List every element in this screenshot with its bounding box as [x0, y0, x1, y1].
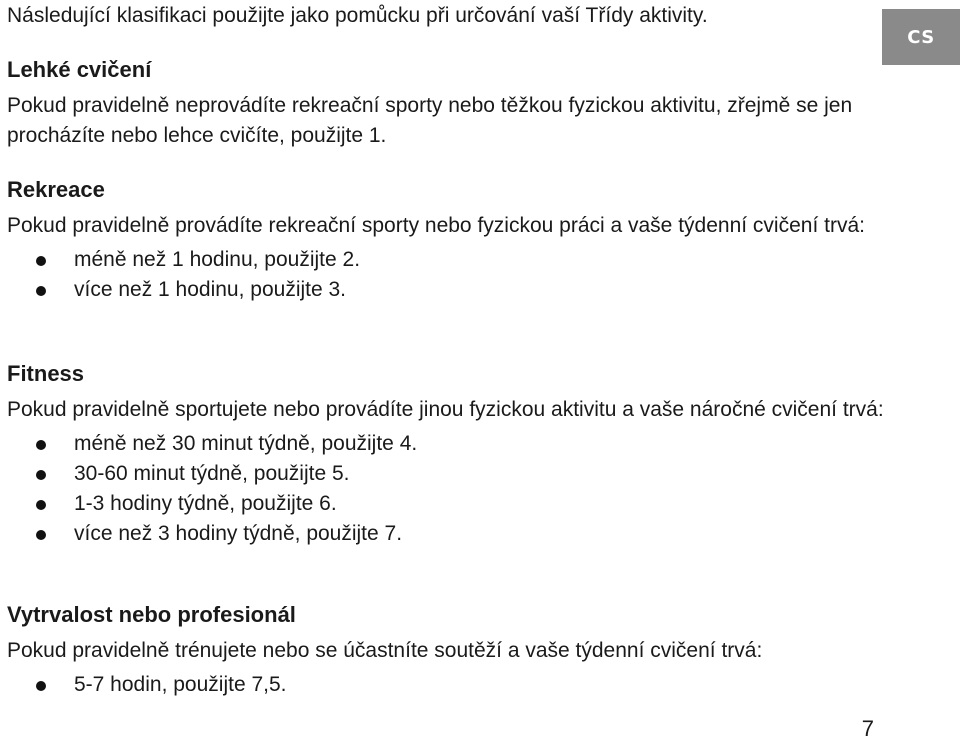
- bullet-list: [7, 245, 907, 305]
- list-item-text: více než 1 hodinu, použijte 3.: [74, 278, 347, 301]
- list-item-text: více než 3 hodiny týdně, použijte 7.: [74, 522, 403, 545]
- section-heading: Fitness: [7, 361, 85, 386]
- section-paragraph: Pokud pravidelně sportujete nebo provádíte jinou fyzickou aktivitu a vaše náročné cvičení trvá:: [7, 398, 884, 421]
- bullet-dot-icon: [36, 470, 46, 480]
- list-item: [7, 429, 907, 459]
- section-heading: Lehké cvičení: [7, 57, 152, 82]
- list-item-text: méně než 30 minut týdně, použijte 4.: [74, 432, 418, 455]
- bullet-dot-icon: [36, 681, 46, 691]
- language-badge: CS: [882, 9, 960, 65]
- intro-text: Následující klasifikaci použijte jako pomůcku při určování vaší Třídy aktivity.: [7, 4, 708, 27]
- section-recreation: [7, 177, 907, 305]
- list-item: [7, 489, 907, 519]
- bullet-list: [7, 429, 907, 549]
- bullet-dot-icon: [36, 500, 46, 510]
- section-fitness: [7, 361, 907, 549]
- bullet-dot-icon: [36, 286, 46, 296]
- section-endurance-professional: [7, 602, 907, 700]
- bullet-dot-icon: [36, 440, 46, 450]
- list-item-text: 5-7 hodin, použijte 7,5.: [74, 673, 287, 696]
- page-number: 7: [861, 716, 874, 741]
- section-light-exercise: [7, 57, 907, 151]
- section-heading: Rekreace: [7, 177, 105, 202]
- section-paragraph: Pokud pravidelně neprovádíte rekreační sporty nebo těžkou fyzickou aktivitu, zřejmě se jen procházíte nebo lehce cvičíte, použijte 1.: [7, 94, 853, 147]
- list-item-text: méně než 1 hodinu, použijte 2.: [74, 248, 361, 271]
- section-paragraph: Pokud pravidelně trénujete nebo se účastníte soutěží a vaše týdenní cvičení trvá:: [7, 639, 763, 662]
- list-item: [7, 519, 907, 549]
- section-paragraph: Pokud pravidelně provádíte rekreační sporty nebo fyzickou práci a vaše týdenní cvičení trvá:: [7, 214, 865, 237]
- section-heading: Vytrvalost nebo profesionál: [7, 602, 296, 627]
- list-item: [7, 245, 907, 275]
- bullet-dot-icon: [36, 530, 46, 540]
- list-item-text: 1-3 hodiny týdně, použijte 6.: [74, 492, 337, 515]
- bullet-dot-icon: [36, 256, 46, 266]
- bullet-list: [7, 670, 907, 700]
- list-item-text: 30-60 minut týdně, použijte 5.: [74, 462, 350, 485]
- list-item: [7, 670, 907, 700]
- list-item: [7, 459, 907, 489]
- list-item: [7, 275, 907, 305]
